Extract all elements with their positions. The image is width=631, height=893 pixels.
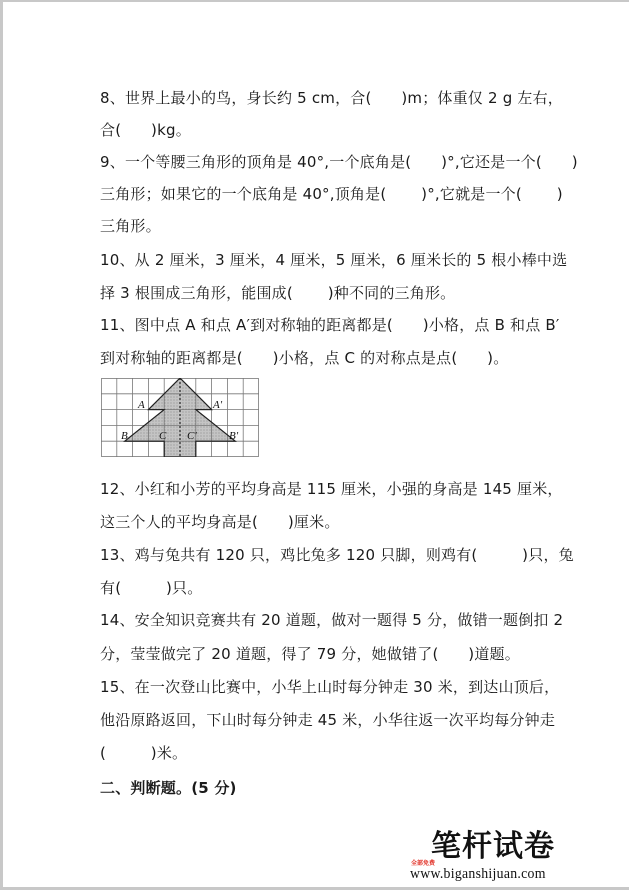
question-11-line-2: 到对称轴的距离都是( )小格，点 C 的对称点是点( )。 [100,349,509,367]
watermark-logo [407,830,577,890]
label-C-prime: C′ [187,430,197,442]
label-C: C [159,430,167,442]
logo-free-tag: 全部免费 [411,860,436,867]
logo-url: www.biganshijuan.com [410,866,546,882]
question-15-line-1: 15、在一次登山比赛中，小华上山时每分钟走 30 米，到达山顶后， [100,678,560,696]
symmetry-tree-figure [101,378,259,457]
question-10-line-2: 择 3 根围成三角形，能围成( )种不同的三角形。 [100,284,456,302]
question-8-line-1: 8、世界上最小的鸟，身长约 5 cm，合( )m；体重仅 2 g 左右， [100,89,563,107]
question-14-line-1: 14、安全知识竞赛共有 20 道题，做对一题得 5 分，做错一题倒扣 2 [100,611,564,629]
label-B: B [121,430,128,442]
tree-shape [125,378,236,457]
question-11-line-1: 11、图中点 A 和点 A′到对称轴的距离都是( )小格，点 B 和点 B′ [100,316,560,334]
question-10-line-1: 10、从 2 厘米，3 厘米，4 厘米，5 厘米，6 厘米长的 5 根小棒中选 [100,251,568,269]
question-8-line-2: 合( )kg。 [100,121,191,139]
logo-title: 笔杆试卷 [431,829,555,864]
question-12-line-1: 12、小红和小芳的平均身高是 115 厘米，小强的身高是 145 厘米， [100,480,563,498]
question-15-line-2: 他沿原路返回，下山时每分钟走 45 米，小华往返一次平均每分钟走 [100,711,556,729]
question-9-line-1: 9、一个等腰三角形的顶角是 40°,一个底角是( )°,它还是一个( ) [100,153,578,171]
question-9-line-2: 三角形；如果它的一个底角是 40°,顶角是( )°,它就是一个( ) [100,185,563,203]
label-B-prime: B′ [229,430,239,442]
question-15-line-3: ( )米。 [100,744,188,762]
question-13-line-2: 有( )只。 [100,579,203,597]
label-A-prime: A′ [213,399,223,411]
section-heading-true-false: 二、判断题。(5 分) [100,779,237,797]
question-12-line-2: 这三个人的平均身高是( )厘米。 [100,513,340,531]
label-A: A [138,399,145,411]
question-9-line-3: 三角形。 [100,217,161,235]
question-14-line-2: 分，莹莹做完了 20 道题，得了 79 分，她做错了( )道题。 [100,645,520,663]
question-13-line-1: 13、鸡与兔共有 120 只，鸡比兔多 120 只脚，则鸡有( )只，兔 [100,546,574,564]
